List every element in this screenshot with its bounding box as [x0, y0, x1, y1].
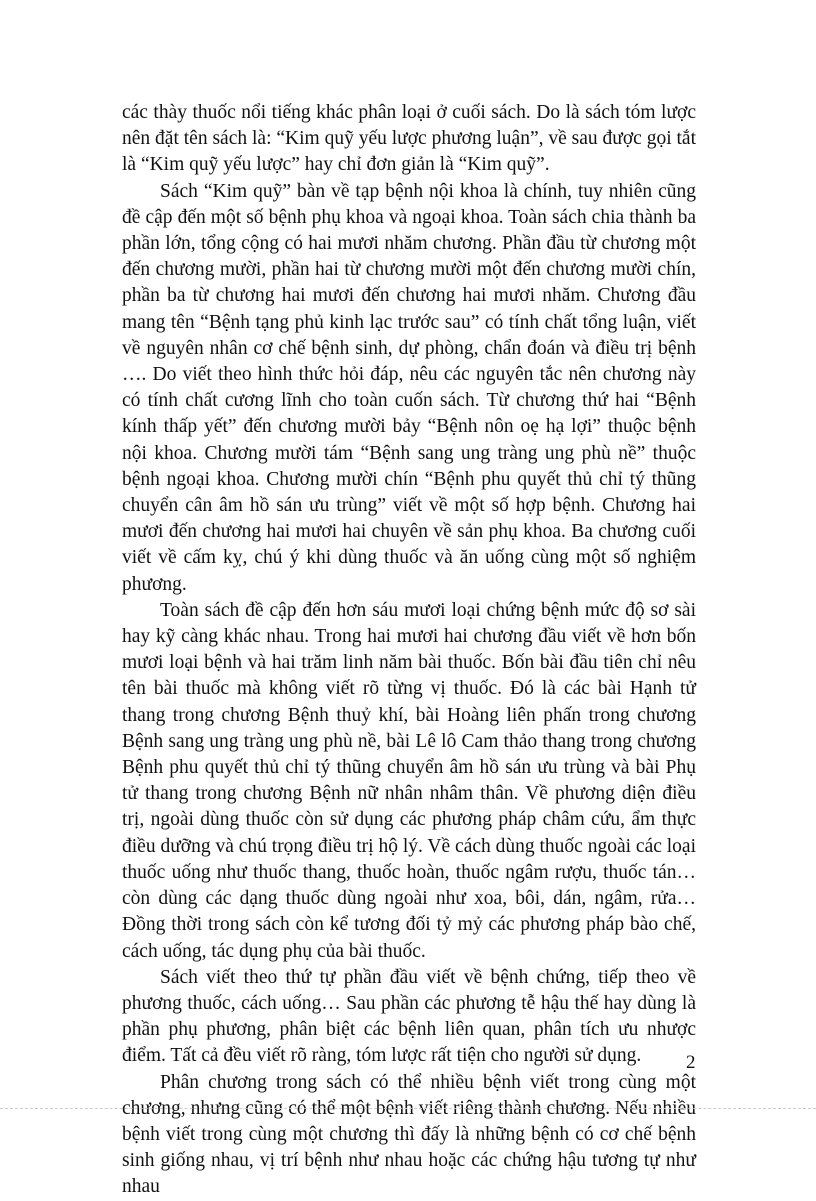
paragraph-4: Sách viết theo thứ tự phần đầu viết về bệnh chứng, tiếp theo về phương thuốc, cách uống… Sau phần các phương tễ hậu thế hay dùng là phần phụ phương, phân biệt các bệnh liên quan, phân tích ưu nhược điểm. Tất cả đều viết rõ ràng, tóm lược rất tiện cho người sử dụng. — [122, 966, 696, 1067]
paragraph-5: Phân chương trong sách có thể nhiều bệnh viết trong cùng một chương, nhưng cũng có thể một bệnh viết riêng thành chương. Nếu nhiều bệnh viết trong cùng một chương thì đấy là những bệnh có cơ chế bệnh sinh giống nhau, vị trí bệnh như nhau hoặc các chứng hậu tương tự như nhau — [122, 1071, 696, 1198]
paragraph-3: Toàn sách đề cập đến hơn sáu mươi loại chứng bệnh mức độ sơ sài hay kỹ càng khác nhau. Trong hai mươi hai chương đầu viết về hơn bốn mươi loại bệnh và hai trăm linh năm bài thuốc. Bốn bài đầu tiên chỉ nêu tên bài thuốc mà không viết rõ từng vị thuốc. Đó là các bài Hạnh tử thang trong chương Bệnh thuỷ khí, bài Hoàng liên phấn trong chương Bệnh sang ung tràng ung phù nề, bài Lê lô Cam thảo thang trong chương Bệnh phu quyết thủ chỉ tý thũng chuyển âm hồ sán ưu trùng và bài Phụ tử thang trong chương Bệnh nữ nhân nhâm thân. Về phương diện điều trị, ngoài dùng thuốc còn sử dụng các phương pháp châm cứu, ẩm thực điều dưỡng và chú trọng điều trị hộ lý. Về cách dùng thuốc ngoài các loại thuốc uống như thuốc thang, thuốc hoàn, thuốc ngâm rượu, thuốc tán… còn dùng các dạng thuốc dùng ngoài như xoa, bôi, dán, ngâm, rửa… Đồng thời trong sách còn kể tương đối tỷ mỷ các phương pháp bào chế, cách uống, tác dụng phụ của bài thuốc. — [122, 599, 696, 962]
page-body — [122, 100, 696, 1201]
page-bottom-divider — [0, 1108, 816, 1109]
page-number: 2 — [686, 1052, 696, 1073]
paragraph-2: Sách “Kim quỹ” bàn về tạp bệnh nội khoa là chính, tuy nhiên cũng đề cập đến một số bệnh phụ khoa và ngoại khoa. Toàn sách chia thành ba phần lớn, tổng cộng có hai mươi nhăm chương. Phần đầu từ chương một đến chương mười, phần hai từ chương mười một đến chương mười chín, phần ba từ chương hai mươi đến chương hai mươi nhăm. Chương đầu mang tên “Bệnh tạng phủ kinh lạc trước sau” có tính chất tổng luận, viết về nguyên nhân cơ chế bệnh sinh, dự phòng, chẩn đoán và điều trị bệnh …. Do viết theo hình thức hỏi đáp, nêu các nguyên tắc nên chương này có tính chất cương lĩnh cho toàn cuốn sách. Từ chương thứ hai “Bệnh kính thấp yết” đến chương mười bảy “Bệnh nôn oẹ hạ lợi” thuộc bệnh nội khoa. Chương mười tám “Bệnh sang ung tràng ung phù nề” thuộc bệnh ngoại khoa. Chương mười chín “Bệnh phu quyết thủ chỉ tý thũng chuyển cân âm hồ sán ưu trùng” viết về một số hợp bệnh. Chương hai mươi đến chương hai mươi hai chuyên về sản phụ khoa. Ba chương cuối viết về cấm kỵ, chú ý khi dùng thuốc và ăn uống cùng một số nghiệm phương. — [122, 180, 696, 595]
paragraph-1: các thày thuốc nổi tiếng khác phân loại ở cuối sách. Do là sách tóm lược nên đặt tên sách là: “Kim quỹ yếu lược phương luận”, về sau được gọi tắt là “Kim quỹ yếu lược” hay chỉ đơn giản là “Kim quỹ”. — [122, 102, 696, 176]
